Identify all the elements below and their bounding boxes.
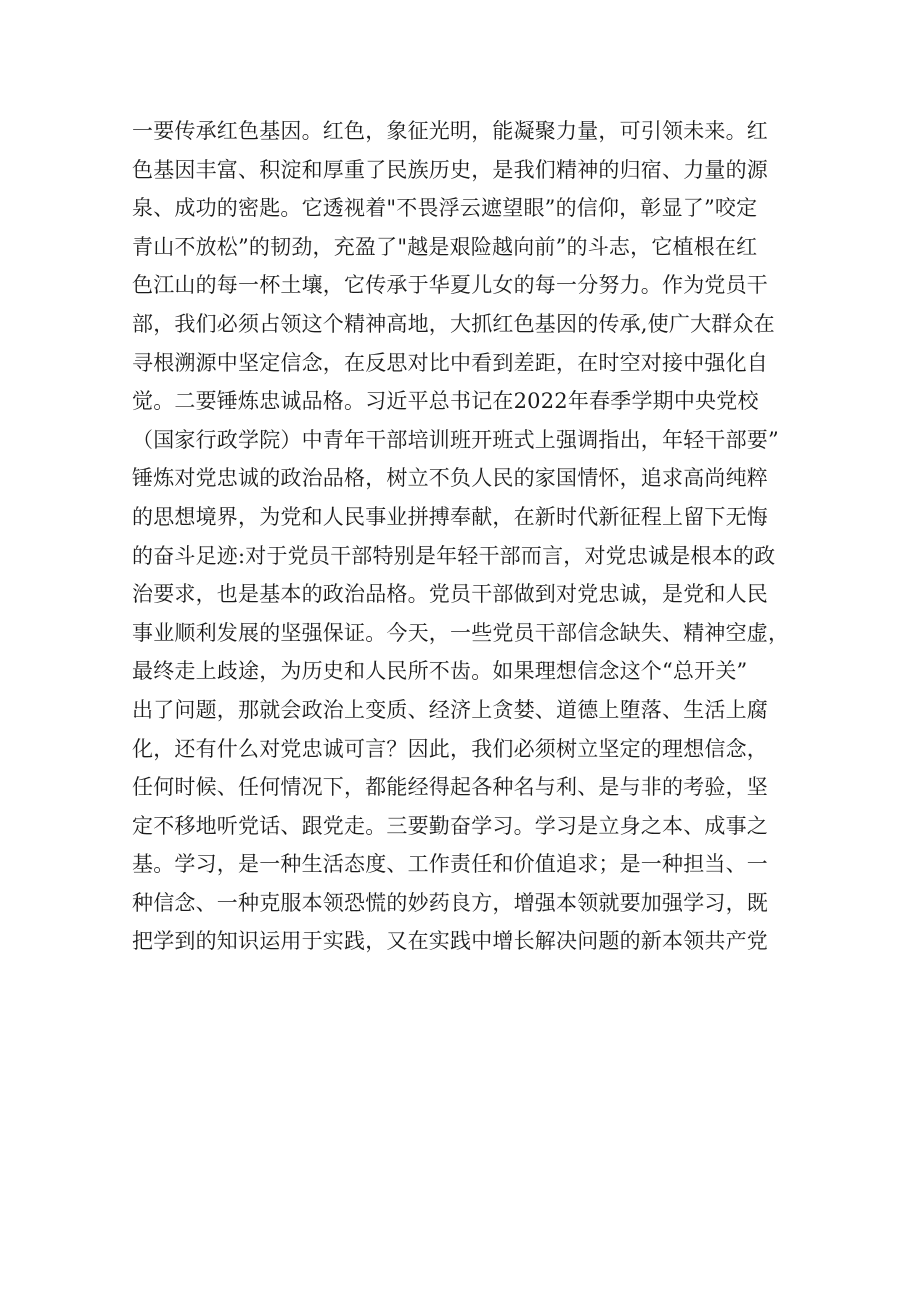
text-line: 最终走上歧途，为历史和人民所不齿。如果理想信念这个“总开关”	[132, 659, 748, 684]
text-line: 出了问题，那就会政治上变质、经济上贪婪、道德上堕落、生活上腐	[132, 697, 768, 722]
text-line: 色基因丰富、积淀和厚重了民族历史，是我们精神的归宿、力量的源	[132, 157, 768, 182]
text-line: 化，还有什么对党忠诚可言？因此，我们必须树立坚定的理想信念，	[132, 736, 768, 761]
text-line: 锤炼对党忠诚的政治品格，树立不负人民的家国情怀，追求高尚纯粹	[132, 466, 768, 491]
text-line: 种信念、一种克服本领恐慌的妙药良方，增强本领就要加强学习，既	[132, 890, 768, 915]
text-line: 定不移地听党话、跟党走。三要勤奋学习。学习是立身之本、成事之	[132, 813, 768, 838]
text-line: 的奋斗足迹:对于党员干部特别是年轻干部而言，对党忠诚是根本的政	[132, 543, 776, 568]
text-line: 一要传承红色基因。红色，象征光明，能凝聚力量，可引领未来。红	[132, 119, 768, 143]
text-line: 青山不放松”的韧劲，充盈了"越是艰险越向前”的斗志，它植根在红	[132, 234, 758, 259]
text-line: 觉。二要锤炼忠诚品格。习近平总书记在2022年春季学期中央党校	[132, 389, 759, 414]
text-line: 事业顺利发展的坚强保证。今天，一些党员干部信念缺失、精神空虚，	[132, 620, 790, 645]
text-line: 把学到的知识运用于实践，又在实践中增长解决问题的新本领共产党	[132, 929, 768, 954]
body-text	[132, 112, 802, 961]
text-line: （国家行政学院）中青年干部培训班开班式上强调指出，年轻干部要”	[132, 427, 779, 452]
text-line: 泉、成功的密匙。它透视着"不畏浮云遮望眼”的信仰，彰显了”咬定	[132, 196, 758, 221]
text-line: 治要求，也是基本的政治品格。党员干部做到对党忠诚，是党和人民	[132, 582, 768, 607]
text-line: 寻根溯源中坚定信念，在反思对比中看到差距，在时空对接中强化自	[132, 350, 768, 375]
text-line: 任何时候、任何情况下，都能经得起各种名与利、是与非的考验，坚	[132, 775, 768, 800]
text-line: 色江山的每一杯土壤，它传承于华夏儿女的每一分努力。作为党员干	[132, 273, 768, 298]
text-line: 的思想境界，为党和人民事业拼搏奉献，在新时代新征程上留下无悔	[132, 504, 768, 529]
text-line: 部，我们必须占领这个精神高地，大抓红色基因的传承,使广大群众在	[132, 311, 775, 336]
text-line: 基。学习，是一种生活态度、工作责任和价值追求；是一种担当、一	[132, 852, 768, 877]
